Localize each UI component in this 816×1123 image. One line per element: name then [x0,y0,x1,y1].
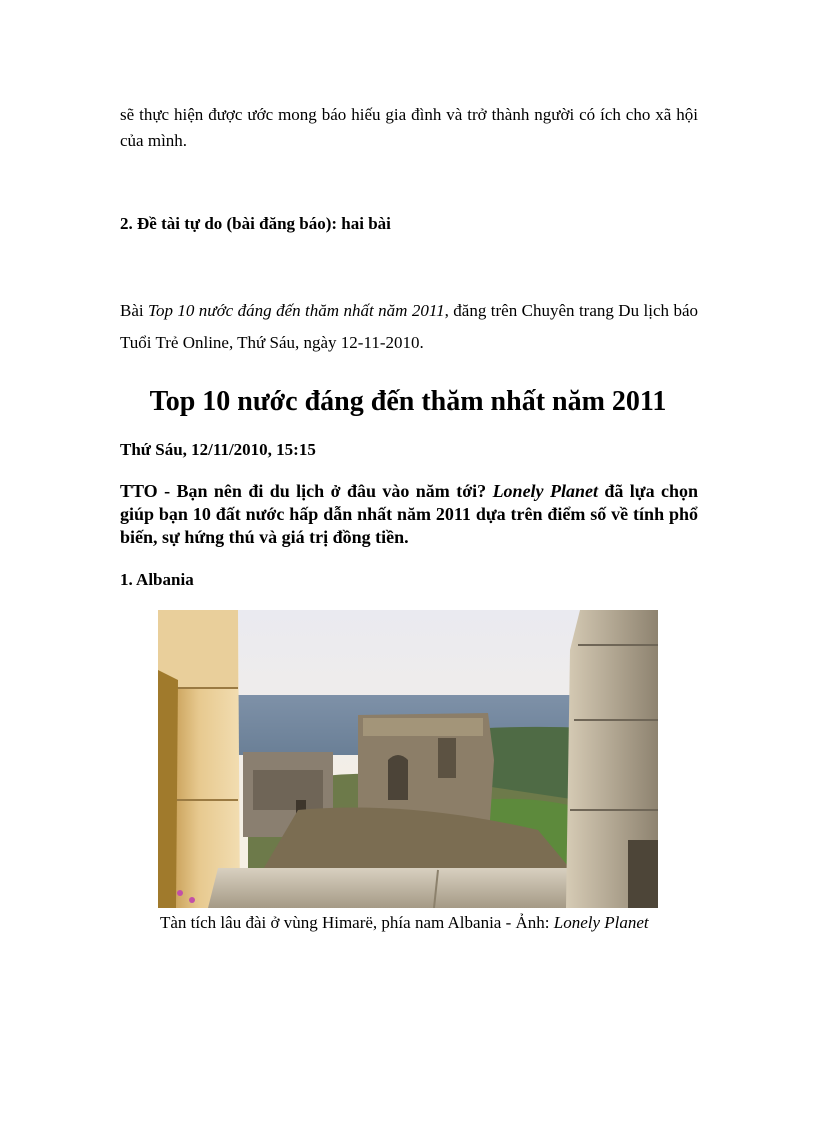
caption-credit: Lonely Planet [553,913,649,932]
article-title: Top 10 nước đáng đến thăm nhất năm 2011 [149,386,667,417]
article-date: Thứ Sáu, 12/11/2010, 15:15 [120,440,316,459]
caption-text: Tàn tích lâu đài ở vùng Himarë, phía nam Albania - Ảnh: [160,913,554,932]
intro-paragraph: sẽ thực hiện được ước mong báo hiếu gia đình và trở thành người có ích cho xã hội của mình. [120,105,698,150]
reference-prefix: Bài [120,301,149,320]
photo-caption [160,911,658,934]
article-reference-paragraph [120,295,698,359]
article-lead [120,480,698,549]
castle-ruins-photo [158,610,658,908]
lead-prefix: TTO - Bạn nên đi du lịch ở đâu vào năm tới? [120,481,493,501]
castle-ruins-illustration [158,610,658,908]
reference-suffix: , đăng trên Chuyên trang Du lịch báo Tuổi Trẻ Online, Thứ Sáu, ngày 12-11-2010. [120,301,698,352]
lead-source: Lonely Planet [492,481,598,501]
reference-article-title: Top 10 nước đáng đến thăm nhất năm 2011 [148,301,445,320]
section-heading: 2. Đề tài tự do (bài đăng báo): hai bài [120,214,391,233]
lead-suffix: đã lựa chọn giúp bạn 10 đất nước hấp dẫn nhất năm 2011 dựa trên điểm số về tính phổ biến, sự hứng thú và giá trị đồng tiền. [120,481,698,547]
country-heading: 1. Albania [120,570,194,589]
